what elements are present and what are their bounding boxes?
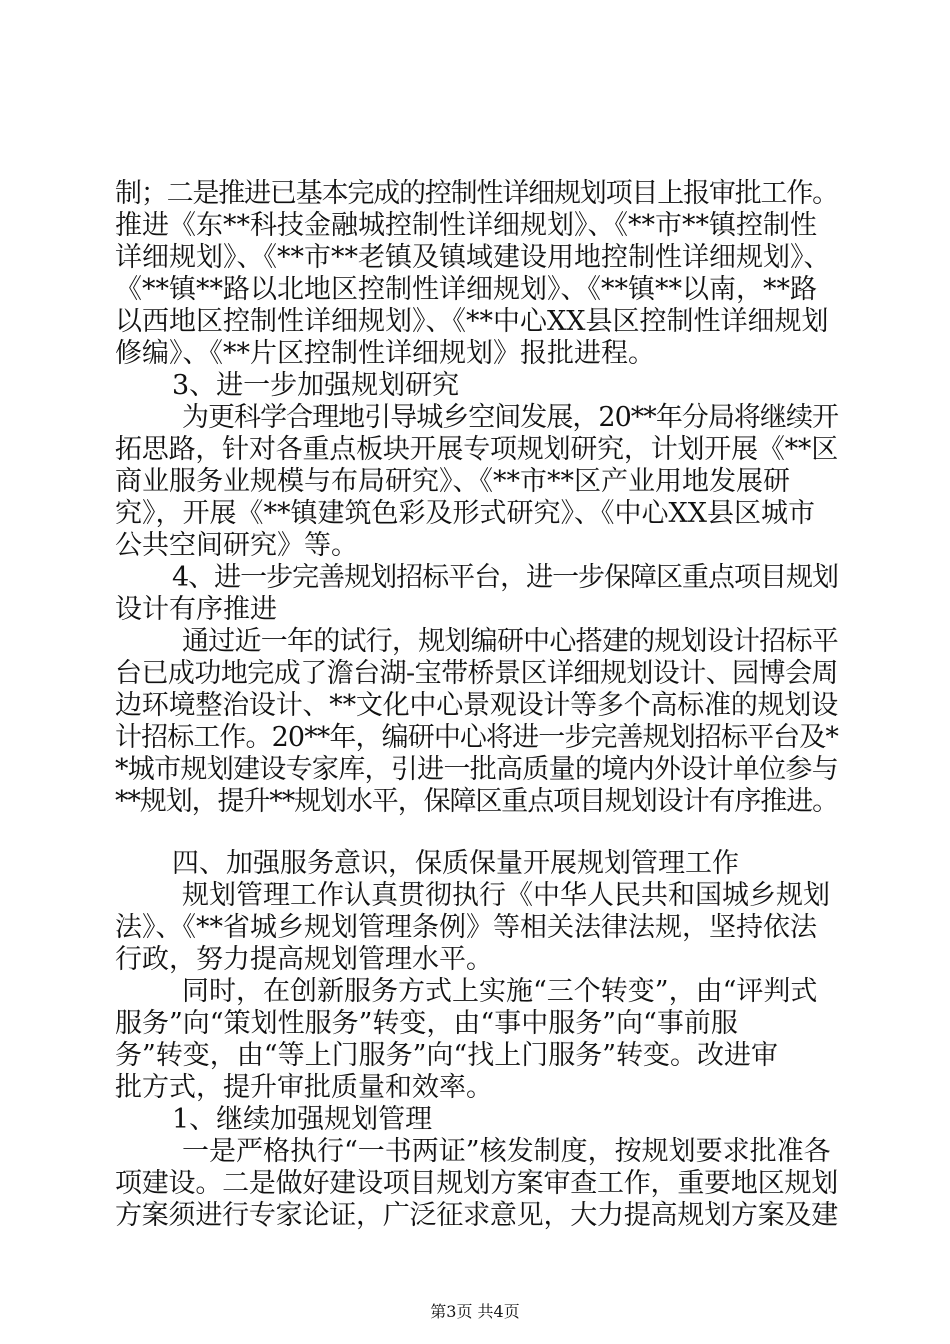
line-text: 台已成功地完成了澹台湖-宝带桥景区详细规划设计、园博会周 [115, 658, 838, 689]
line-text: 方案须进行专家论证，广泛征求意见，大力提高规划方案及建 [115, 1200, 838, 1231]
text-line [0, 1134, 950, 1170]
text-line [0, 878, 950, 914]
section-heading [0, 846, 950, 882]
line-text: 服务”向“策划性服务”转变，由“事中服务”向“事前服 [115, 1008, 738, 1039]
text-line [0, 752, 950, 788]
line-text: 拓思路，针对各重点板块开展专项规划研究，计划开展《**区 [115, 434, 838, 465]
section-heading [0, 368, 950, 404]
page-footer: 第3页 共4页 [430, 1302, 520, 1321]
text-line [0, 272, 950, 308]
line-text: 4、进一步完善规划招标平台，进一步保障区重点项目规划 [172, 562, 838, 593]
text-line [0, 656, 950, 692]
line-text: 计招标工作。20**年，编研中心将进一步完善规划招标平台及* [115, 722, 838, 753]
text-line [0, 1038, 950, 1074]
text-line [0, 784, 950, 820]
line-text: 推进《东**科技金融城控制性详细规划》、《**市**镇控制性 [115, 210, 817, 241]
line-text: 《**镇**路以北地区控制性详细规划》、《**镇**以南，**路 [115, 274, 817, 305]
text-line [0, 942, 950, 978]
section-heading [0, 1102, 950, 1138]
text-line [0, 1166, 950, 1202]
text-line [0, 1070, 950, 1106]
line-text: 以西地区控制性详细规划》、《**中心XX县区控制性详细规划 [115, 306, 829, 337]
line-text: 究》，开展《**镇建筑色彩及形式研究》、《中心XX县区城市 [115, 498, 815, 529]
line-text: 项建设。二是做好建设项目规划方案审查工作，重要地区规划 [115, 1168, 838, 1199]
line-text: 通过近一年的试行，规划编研中心搭建的规划设计招标平 [182, 626, 838, 657]
text-line [0, 1198, 950, 1234]
text-line [0, 464, 950, 500]
text-line [0, 208, 950, 244]
line-text: 务”转变，由“等上门服务”向“找上门服务”转变。改进审 [115, 1040, 779, 1071]
text-line [0, 974, 950, 1010]
line-text: 为更科学合理地引导城乡空间发展，20**年分局将继续开 [182, 402, 838, 433]
text-line [0, 304, 950, 340]
text-line [0, 496, 950, 532]
text-line [0, 240, 950, 276]
line-text: 一是严格执行“一书两证”核发制度，按规划要求批准各 [182, 1136, 831, 1167]
line-text: 1、继续加强规划管理 [172, 1104, 433, 1135]
line-text: 修编》、《**片区控制性详细规划》报批进程。 [115, 338, 655, 369]
section-heading [0, 560, 950, 596]
section-heading [0, 592, 950, 628]
text-line [0, 528, 950, 564]
text-line [0, 400, 950, 436]
line-text: 批方式，提升审批质量和效率。 [115, 1072, 493, 1103]
text-line [0, 336, 950, 372]
text-line [0, 688, 950, 724]
line-text: 商业服务业规模与布局研究》、《**市**区产业用地发展研 [115, 466, 790, 497]
line-text: 制；二是推进已基本完成的控制性详细规划项目上报审批工作。 [115, 178, 838, 209]
text-line [0, 624, 950, 660]
line-text: 行政，努力提高规划管理水平。 [115, 944, 493, 975]
line-text: 详细规划》、《**市**老镇及镇域建设用地控制性详细规划》、 [115, 242, 831, 273]
line-text: 四、加强服务意识，保质保量开展规划管理工作 [172, 848, 739, 879]
line-text: 同时，在创新服务方式上实施“三个转变”，由“评判式 [182, 976, 818, 1007]
text-line [0, 720, 950, 756]
line-text: **规划，提升**规划水平，保障区重点项目规划设计有序推进。 [115, 786, 838, 817]
text-line [0, 910, 950, 946]
line-text: 规划管理工作认真贯彻执行《中华人民共和国城乡规划 [182, 880, 830, 911]
line-text: 设计有序推进 [115, 594, 277, 625]
line-text: 法》、《**省城乡规划管理条例》等相关法律法规，坚持依法 [115, 912, 817, 943]
line-text: 公共空间研究》等。 [115, 530, 358, 561]
text-line [0, 432, 950, 468]
text-line [0, 1006, 950, 1042]
line-text: 边环境整治设计、**文化中心景观设计等多个高标准的规划设 [115, 690, 838, 721]
line-text: 3、进一步加强规划研究 [172, 370, 460, 401]
text-line [0, 176, 950, 212]
line-text: *城市规划建设专家库，引进一批高质量的境内外设计单位参与 [115, 754, 838, 785]
